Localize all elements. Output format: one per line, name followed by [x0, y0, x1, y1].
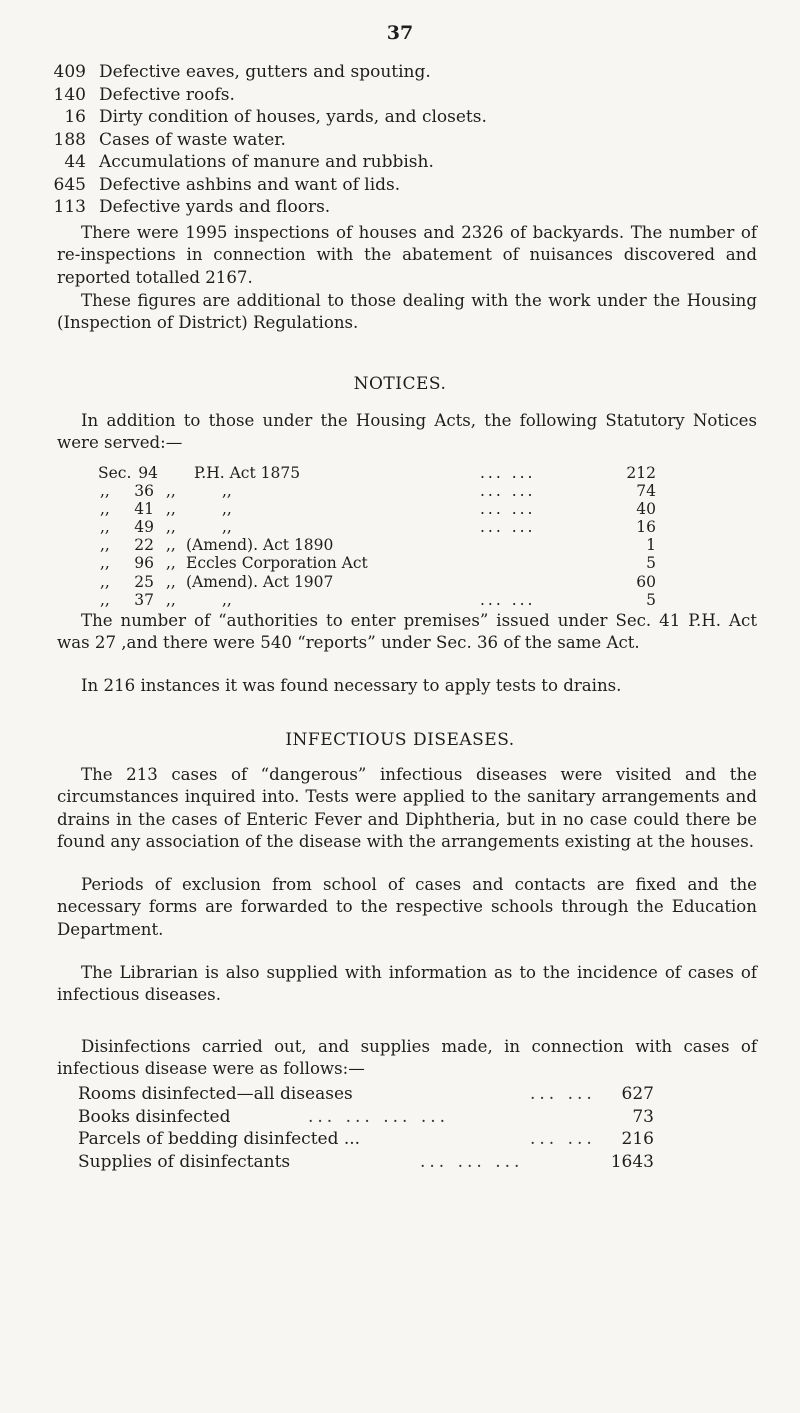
item-count: 140: [53, 84, 86, 105]
item-count: 73: [632, 1106, 654, 1127]
table-row: [0, 500, 800, 518]
leader-dots: ... ...: [480, 464, 536, 482]
infectious-paragraph-2: Periods of exclusion from school of cases and contacts are fixed and the necessary forms are forwarded to the respective schools through the Education Department.: [57, 875, 757, 939]
section-number: 37: [134, 590, 154, 609]
item-text: Defective ashbins and want of lids.: [99, 174, 401, 195]
list-item: [0, 85, 800, 108]
act-name: P.H. Act 1875: [194, 464, 301, 482]
page-number: 37: [386, 22, 414, 44]
list-item: [0, 197, 800, 220]
notice-count: 60: [636, 572, 656, 591]
table-row: [0, 464, 800, 482]
notice-count: 5: [646, 554, 656, 573]
item-count: 44: [64, 152, 86, 172]
ditto-mark: ,,: [222, 518, 232, 537]
notice-count: 16: [636, 518, 656, 537]
list-item: [0, 130, 800, 153]
item-text: Defective eaves, gutters and spouting.: [99, 62, 431, 82]
disinfections-list: [0, 1084, 800, 1174]
leader-dots: ... ... ...: [420, 1151, 524, 1172]
item-label: Books disinfected: [78, 1106, 231, 1127]
item-count: 113: [53, 197, 86, 217]
ditto-mark: ,,: [222, 590, 232, 609]
table-row: [0, 591, 800, 609]
notice-count: 1: [646, 536, 656, 555]
ditto-mark: ,,: [166, 500, 176, 519]
notices-table: [0, 464, 800, 609]
item-count: 188: [53, 129, 86, 150]
section-number: 25: [134, 572, 154, 591]
leader-dots: ... ...: [480, 500, 536, 519]
section-number: 22: [134, 536, 154, 555]
ditto-mark: ,,: [166, 590, 176, 609]
list-item: [0, 1084, 800, 1107]
ditto-mark: ,,: [166, 518, 176, 537]
ditto-mark: ,,: [100, 482, 110, 501]
ditto-mark: ,,: [166, 536, 176, 555]
leader-dots: ... ...: [480, 518, 536, 537]
list-item: [0, 1107, 800, 1130]
ditto-mark: ,,: [166, 572, 176, 591]
section-number: 49: [134, 518, 154, 537]
notice-count: 212: [626, 464, 656, 482]
act-name: (Amend). Act 1890: [186, 536, 334, 555]
infectious-paragraph-3: The Librarian is also supplied with information as to the incidence of cases of infectious diseases.: [57, 963, 757, 1005]
item-label: Parcels of bedding disinfected ...: [78, 1129, 361, 1150]
list-item: [0, 107, 800, 130]
ditto-mark: ,,: [166, 482, 176, 501]
list-item: [0, 1129, 800, 1152]
notice-count: 40: [636, 500, 656, 519]
ditto-mark: ,,: [166, 554, 176, 573]
ditto-mark: ,,: [100, 536, 110, 555]
housing-paragraph: These figures are additional to those dealing with the work under the Housing (Inspection of District) Regulations.: [57, 291, 757, 333]
table-row: [0, 518, 800, 536]
list-item: [0, 1152, 800, 1175]
ditto-mark: ,,: [100, 554, 110, 573]
infectious-paragraph-4: Disinfections carried out, and supplies made, in connection with cases of infectious disease were as follows:—: [57, 1037, 757, 1079]
section-label: Sec.: [98, 464, 132, 482]
item-label: Rooms disinfected—all diseases: [78, 1084, 353, 1104]
leader-dots: ... ...: [480, 590, 536, 609]
item-count: 216: [621, 1129, 654, 1150]
list-item: [0, 175, 800, 198]
notice-count: 74: [636, 482, 656, 501]
authorities-paragraph: The number of “authorities to enter premises” issued under Sec. 41 P.H. Act was 27 ,and there were 540 “reports” under Sec. 36 of the same Act.: [57, 611, 757, 653]
item-text: Defective yards and floors.: [99, 197, 331, 217]
list-item: [0, 62, 800, 85]
list-item: [0, 152, 800, 175]
ditto-mark: ,,: [222, 482, 232, 501]
item-text: Cases of waste water.: [99, 129, 286, 150]
item-count: 16: [64, 107, 86, 127]
act-name: Eccles Corporation Act: [186, 554, 368, 573]
inspections-paragraph: There were 1995 inspections of houses and 2326 of backyards. The number of re-inspections in connection with the abatement of nuisances discovered and reported totalled 2167.: [57, 223, 757, 287]
section-number: 41: [134, 500, 154, 519]
item-text: Dirty condition of houses, yards, and closets.: [99, 107, 487, 127]
item-count: 409: [53, 62, 86, 82]
ditto-mark: ,,: [100, 500, 110, 519]
infectious-paragraph-1: The 213 cases of “dangerous” infectious diseases were visited and the circumstances inquired into. Tests were applied to the sanitary arrangements and drains in the cases of Enteric Fever and Diphtheria, but in no case could there be found any association of the disease with the arrangements existing at the houses.: [57, 765, 757, 852]
ditto-mark: ,,: [100, 572, 110, 591]
table-row: [0, 573, 800, 591]
notices-heading: NOTICES.: [353, 374, 447, 394]
table-row: [0, 536, 800, 554]
leader-dots: ... ...: [480, 482, 536, 501]
table-row: [0, 554, 800, 572]
nuisance-list: [0, 62, 800, 220]
ditto-mark: ,,: [100, 590, 110, 609]
item-label: Supplies of disinfectants: [78, 1151, 291, 1172]
item-count: 1643: [610, 1151, 654, 1172]
notices-intro: In addition to those under the Housing Acts, the following Statutory Notices were served:—: [57, 411, 757, 453]
notice-count: 5: [646, 590, 656, 609]
section-number: 36: [134, 482, 154, 501]
act-name: (Amend). Act 1907: [186, 572, 334, 591]
infectious-heading: INFECTIOUS DISEASES.: [285, 730, 515, 750]
item-count: 645: [53, 174, 86, 195]
leader-dots: ... ...: [530, 1084, 596, 1104]
ditto-mark: ,,: [222, 500, 232, 519]
table-row: [0, 482, 800, 500]
ditto-mark: ,,: [100, 518, 110, 537]
item-text: Accumulations of manure and rubbish.: [99, 152, 434, 172]
leader-dots: ... ... ... ...: [308, 1106, 450, 1127]
item-count: 627: [621, 1084, 654, 1104]
item-text: Defective roofs.: [99, 84, 235, 105]
section-number: 94: [138, 464, 158, 482]
drains-paragraph: In 216 instances it was found necessary to apply tests to drains.: [81, 676, 622, 695]
leader-dots: ... ...: [530, 1129, 596, 1150]
section-number: 96: [134, 554, 154, 573]
